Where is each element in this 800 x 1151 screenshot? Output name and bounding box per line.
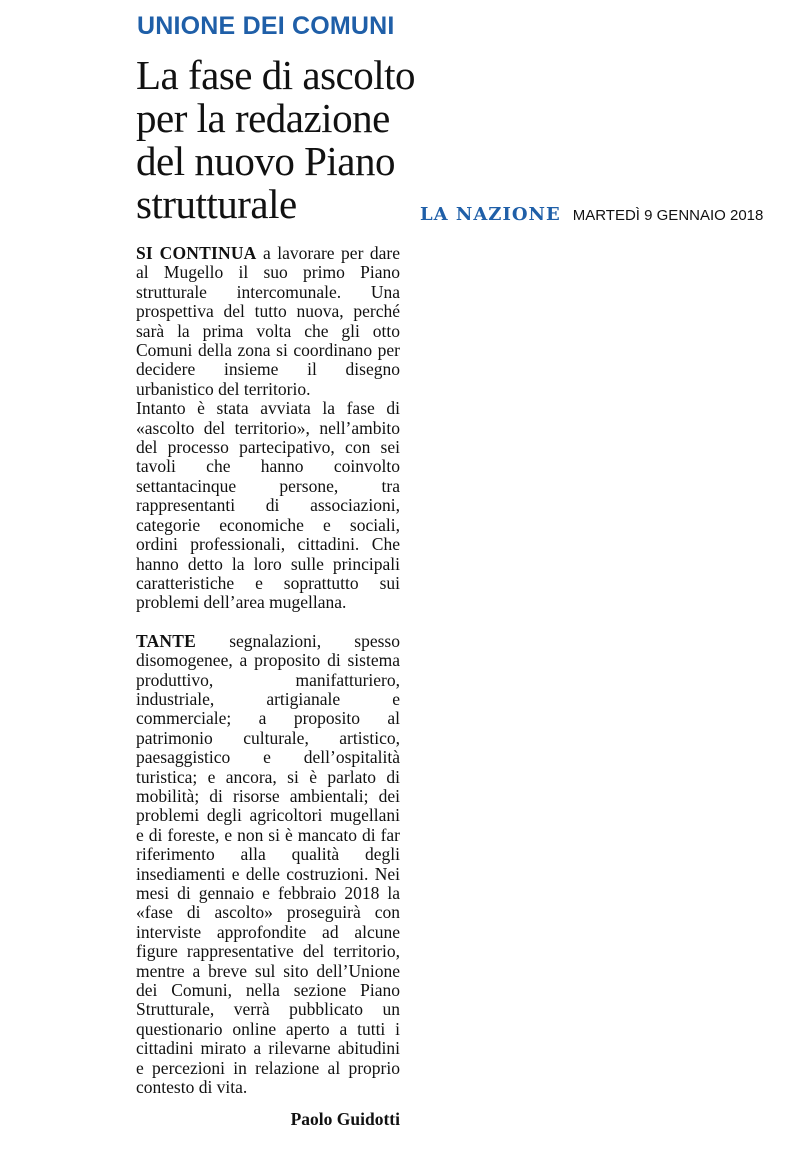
paragraph-1-text: a lavorare per dare al Mugello il suo primo Piano strutturale intercomunale. Una prospettiva del tutto nuova, perché sarà la prima volta che gli otto Comuni della zona si coordinano per decidere insieme il disegno urbanistico del territorio.: [136, 243, 400, 399]
headline-line-3: del nuovo Piano: [136, 138, 395, 184]
paragraph-2: [136, 399, 400, 612]
paragraph-2-text: Intanto è stata avviata la fase di «ascolto del territorio», nell’ambito del processo partecipativo, con sei tavoli che hanno coinvolto settantacinque persone, tra rappresentanti di associazioni, categorie economiche e sociali, ordini professionali, cittadini. Che hanno detto la loro sulle principali caratteristiche e soprattutto sui problemi dell’area mugellana.: [136, 398, 400, 613]
paragraph-3-text: segnalazioni, spesso disomogenee, a proposito di sistema produttivo, manifatturiero, industriale, artigianale e commerciale; a proposito al patrimonio culturale, artistico, paesaggistico e dell’ospitalità turistica; e ancora, si è parlato di mobilità; di risorse ambientali; dei problemi degli agricoltori mugellani e di foreste, e non si è mancato di far riferimento alla qualità degli insediamenti e delle costruzioni. Nei mesi di gennaio e febbraio 2018 la «fase di ascolto» proseguirà con interviste approfondite ad alcune figure rappresentative del territorio, mentre a breve sul sito dell’Unione dei Comuni, nella sezione Piano Strutturale, verrà pubblicato un questionario online aperto a tutti i cittadini mirato a rilevarne abitudini e percezioni in relazione al proprio contesto di vita.: [136, 630, 400, 1098]
publication-date: MARTEDÌ 9 GENNAIO 2018: [572, 207, 764, 224]
section-kicker: UNIONE DEI COMUNI: [137, 12, 395, 40]
paragraph-1: [136, 244, 400, 399]
headline-line-1: La fase di ascolto: [136, 52, 416, 98]
newspaper-logo: LA NAZIONE: [420, 204, 561, 225]
paragraph-spacer: [136, 613, 400, 632]
headline: [136, 52, 416, 227]
author-byline: Paolo Guidotti: [290, 1109, 400, 1129]
headline-line-2: per la redazione: [136, 95, 390, 141]
headline-line-4: strutturale: [136, 181, 297, 227]
article-body: [136, 244, 400, 1097]
newspaper-masthead: [420, 204, 795, 225]
paragraph-1-lead: SI CONTINUA: [136, 243, 257, 263]
paragraph-3-lead: TANTE: [136, 630, 196, 651]
paragraph-3: [136, 632, 400, 1098]
